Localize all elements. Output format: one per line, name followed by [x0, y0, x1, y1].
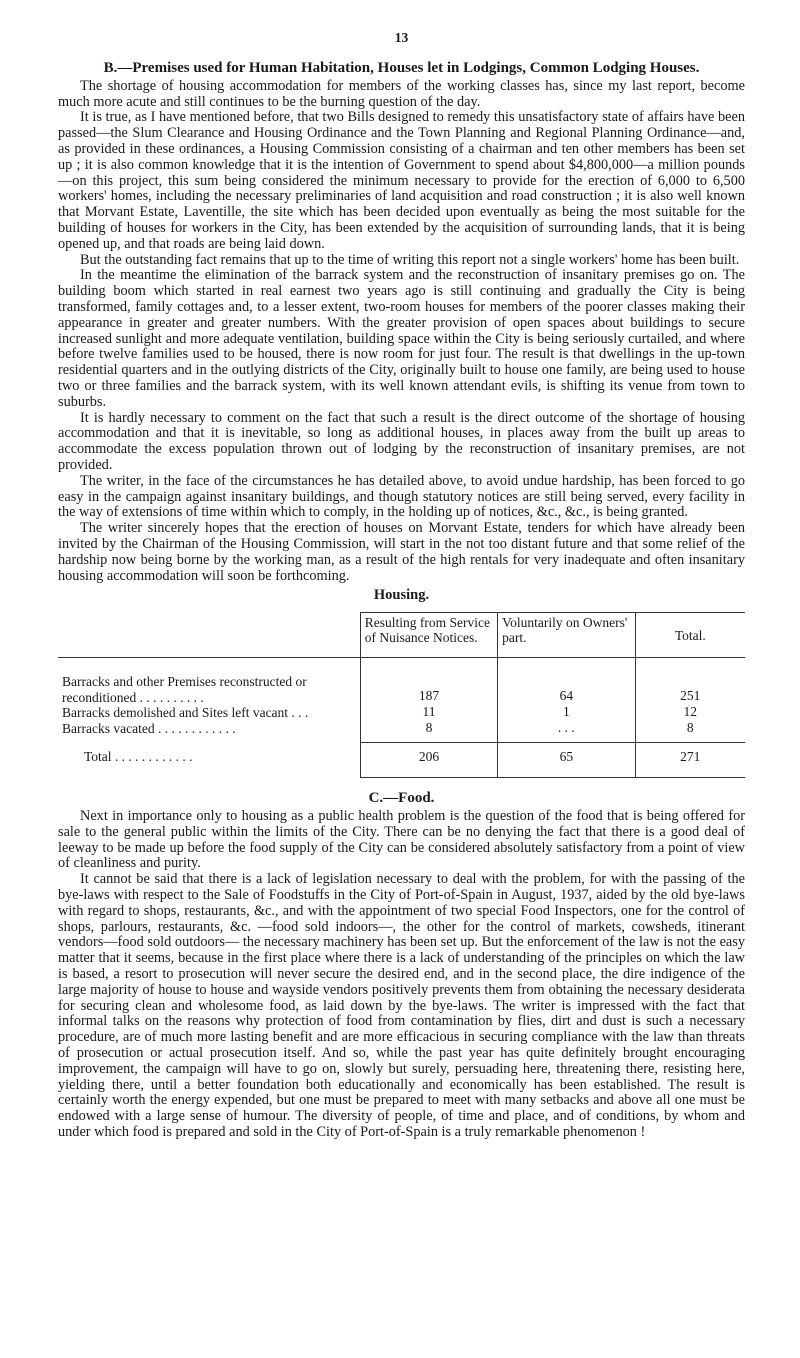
total-values-cell — [635, 658, 745, 743]
housing-table-title: Housing. — [373, 587, 430, 604]
table-value: 187 — [418, 688, 440, 704]
table-value: 251 — [680, 688, 701, 704]
service-values-cell — [360, 658, 497, 743]
row-label: Barracks demolished and Sites left vacant . . . — [62, 705, 309, 721]
housing-table — [58, 612, 745, 778]
table-value: 11 — [422, 704, 436, 720]
voluntary-values-cell — [498, 658, 635, 743]
paragraph: It is true, as I have mentioned before, that two Bills designed to remedy this unsatisfactory state of affairs have been passed—the Slum Clearance and Housing Ordinance and the Town Planning and Regional Planning Ordinance—and, as provided in these ordinances, a Housing Commission consisting of a chairman and ten other members has been set up ; it is also common knowledge that it is the intention of Government to spend about $4,800,000—a million pounds—on this project, this sum being considered the minimum necessary to provide for the erection of 6,000 to 6,500 workers' homes, including the necessary preliminaries of land acquisition and road construction ; it is also well known that Morvant Estate, Laventille, the site which has been decided upon eventually as being the most suitable for the building of houses for workers in the City, has been extended by the acquisition of surrounding lands, that it is being opened up, and that roads are being laid down. — [58, 109, 745, 252]
paragraph: Next in importance only to housing as a public health problem is the question of the food that is being offered for sale to the general public within the limits of the City. There can be no denying the fact that there is a good deal of leeway to be made up before the food supply of the City can be considered absolutely satisfactory from a point of view of cleanliness and purity. — [58, 808, 745, 872]
total-label: Total . . . . . . . . . . . . — [84, 748, 193, 764]
table-value: 12 — [683, 704, 698, 720]
table-header-row — [58, 613, 745, 658]
table-total-row — [58, 743, 745, 778]
total-voluntary: 65 — [498, 743, 635, 778]
row-labels-cell — [58, 658, 360, 743]
section-c-heading: C.—Food. — [368, 790, 435, 807]
header-blank — [58, 613, 360, 658]
paragraph: It cannot be said that there is a lack of legislation necessary to deal with the problem, for with the passing of the bye-laws with respect to the Sale of Foodstuffs in the City of Port-of-Spain in August, 1937, aided by the old bye-laws with regard to shops, restaurants, &c., and with the appointment of two special Food Inspectors, one for the control of shops, parlours, restaurants, &c. —food sold indoors—, the other for the control of markets, cowsheds, itinerant vendors—food sold outdoors— the necessary machinery has been set up. But the enforcement of the law is not the easy matter that it seems, because in the first place where there is a lack of understanding of the principles on which the law is based, a resort to prosecution will never secure the desired end, and in the second place, the dire indigence of the large majority of house to house and wayside vendors positively prevents them from obtaining the necessary desiderata for securing clean and wholesome food, as laid down by the bye-laws. The writer is impressed with the fact that informal talks on the reasons why protection of food from contamination by flies, dirt and dust is such a necessary procedure, are of much more lasting benefit and are more efficacious in securing compliance with the law than threats of prosecution or actual prosecution itself. And so, while the past year has quite definitely brought encouraging improvement, the campaign will have to go on, slowly but surely, persuading here, threatening there, resisting here, yielding there, until a better foundation both educationally and economically has been established. The result is certainly worth the energy expended, but one must be prepared to meet with many setbacks and above all one must be endowed with a large sense of humour. The diversity of people, of time and place, and of conditions, by whom and under which food is prepared and sold in the City of Port-of-Spain is a truly remarkable phenomenon ! — [58, 871, 745, 1141]
header-service: Resulting from Service of Nuisance Notices. — [360, 613, 497, 658]
row-label: Barracks vacated . . . . . . . . . . . . — [62, 720, 236, 736]
table-value: . . . — [557, 720, 575, 736]
table-value: 64 — [559, 688, 574, 704]
paragraph: The shortage of housing accommodation for members of the working classes has, since my last report, become much more acute and still continues to be the burning question of the day. — [58, 77, 745, 110]
paragraph: The writer, in the face of the circumstances he has detailed above, to avoid undue hardship, has been forced to go easy in the campaign against insanitary buildings, and though statutory notices are still being served, every facility in the way of extensions of time within which to comply, in the holding up of notices, &c., &c., is being granted. — [58, 472, 745, 521]
paragraph: In the meantime the elimination of the barrack system and the reconstruction of insanitary premises go on. The building boom which started in real earnest two years ago is still continuing and gradually the City is being transformed, family cottages and, to a lesser extent, two-room houses for members of the poorer classes making their appearance in greater and greater numbers. With the greater provision of open spaces about buildings to secure increased sunlight and more adequate ventilation, building space within the City is being seriously curtailed, and where before twelve families used to be housed, there is now room for just four. The result is that dwellings in the up-town residential quarters and in the outlying districts of the City, originally built to house one family, are being used to house two or three families and the barrack system, with its well known attendant evils, is shifting its venue from town to suburbs. — [58, 267, 745, 410]
page-number: 13 — [394, 30, 409, 45]
table-value: 8 — [686, 720, 694, 736]
row-label: Barracks and other Premises reconstructed or reconditioned . . . . . . . . . . — [62, 674, 307, 705]
table-value: 1 — [562, 704, 570, 720]
housing-table-section — [58, 588, 745, 778]
section-premises — [58, 60, 745, 585]
section-food — [58, 790, 745, 1141]
total-grand: 271 — [635, 743, 745, 778]
total-service: 206 — [360, 743, 497, 778]
paragraph: The writer sincerely hopes that the erection of houses on Morvant Estate, tenders for which have already been invited by the Chairman of the Housing Commission, will start in the not too distant future and that some relief of the hardship now being borne by the working man, as a result of the high rentals for very inadequate and often insanitary housing accommodation will soon be forthcoming. — [58, 520, 745, 584]
section-b-heading: B.—Premises used for Human Habitation, Houses let in Lodgings, Common Lodging Houses. — [103, 59, 700, 76]
table-value: 8 — [425, 720, 433, 736]
paragraph: It is hardly necessary to comment on the fact that such a result is the direct outcome of the shortage of housing accommodation and that it is inevitable, so long as additional houses, in places away from the built up areas to accommodate the excess population thrown out of lodging by the reconstruction of insanitary premises, are not provided. — [58, 409, 745, 473]
table-body-row — [58, 658, 745, 743]
paragraph: But the outstanding fact remains that up to the time of writing this report not a single workers' home has been built. — [80, 251, 740, 268]
header-voluntary: Voluntarily on Owners' part. — [498, 613, 635, 658]
header-total: Total. — [635, 613, 745, 658]
